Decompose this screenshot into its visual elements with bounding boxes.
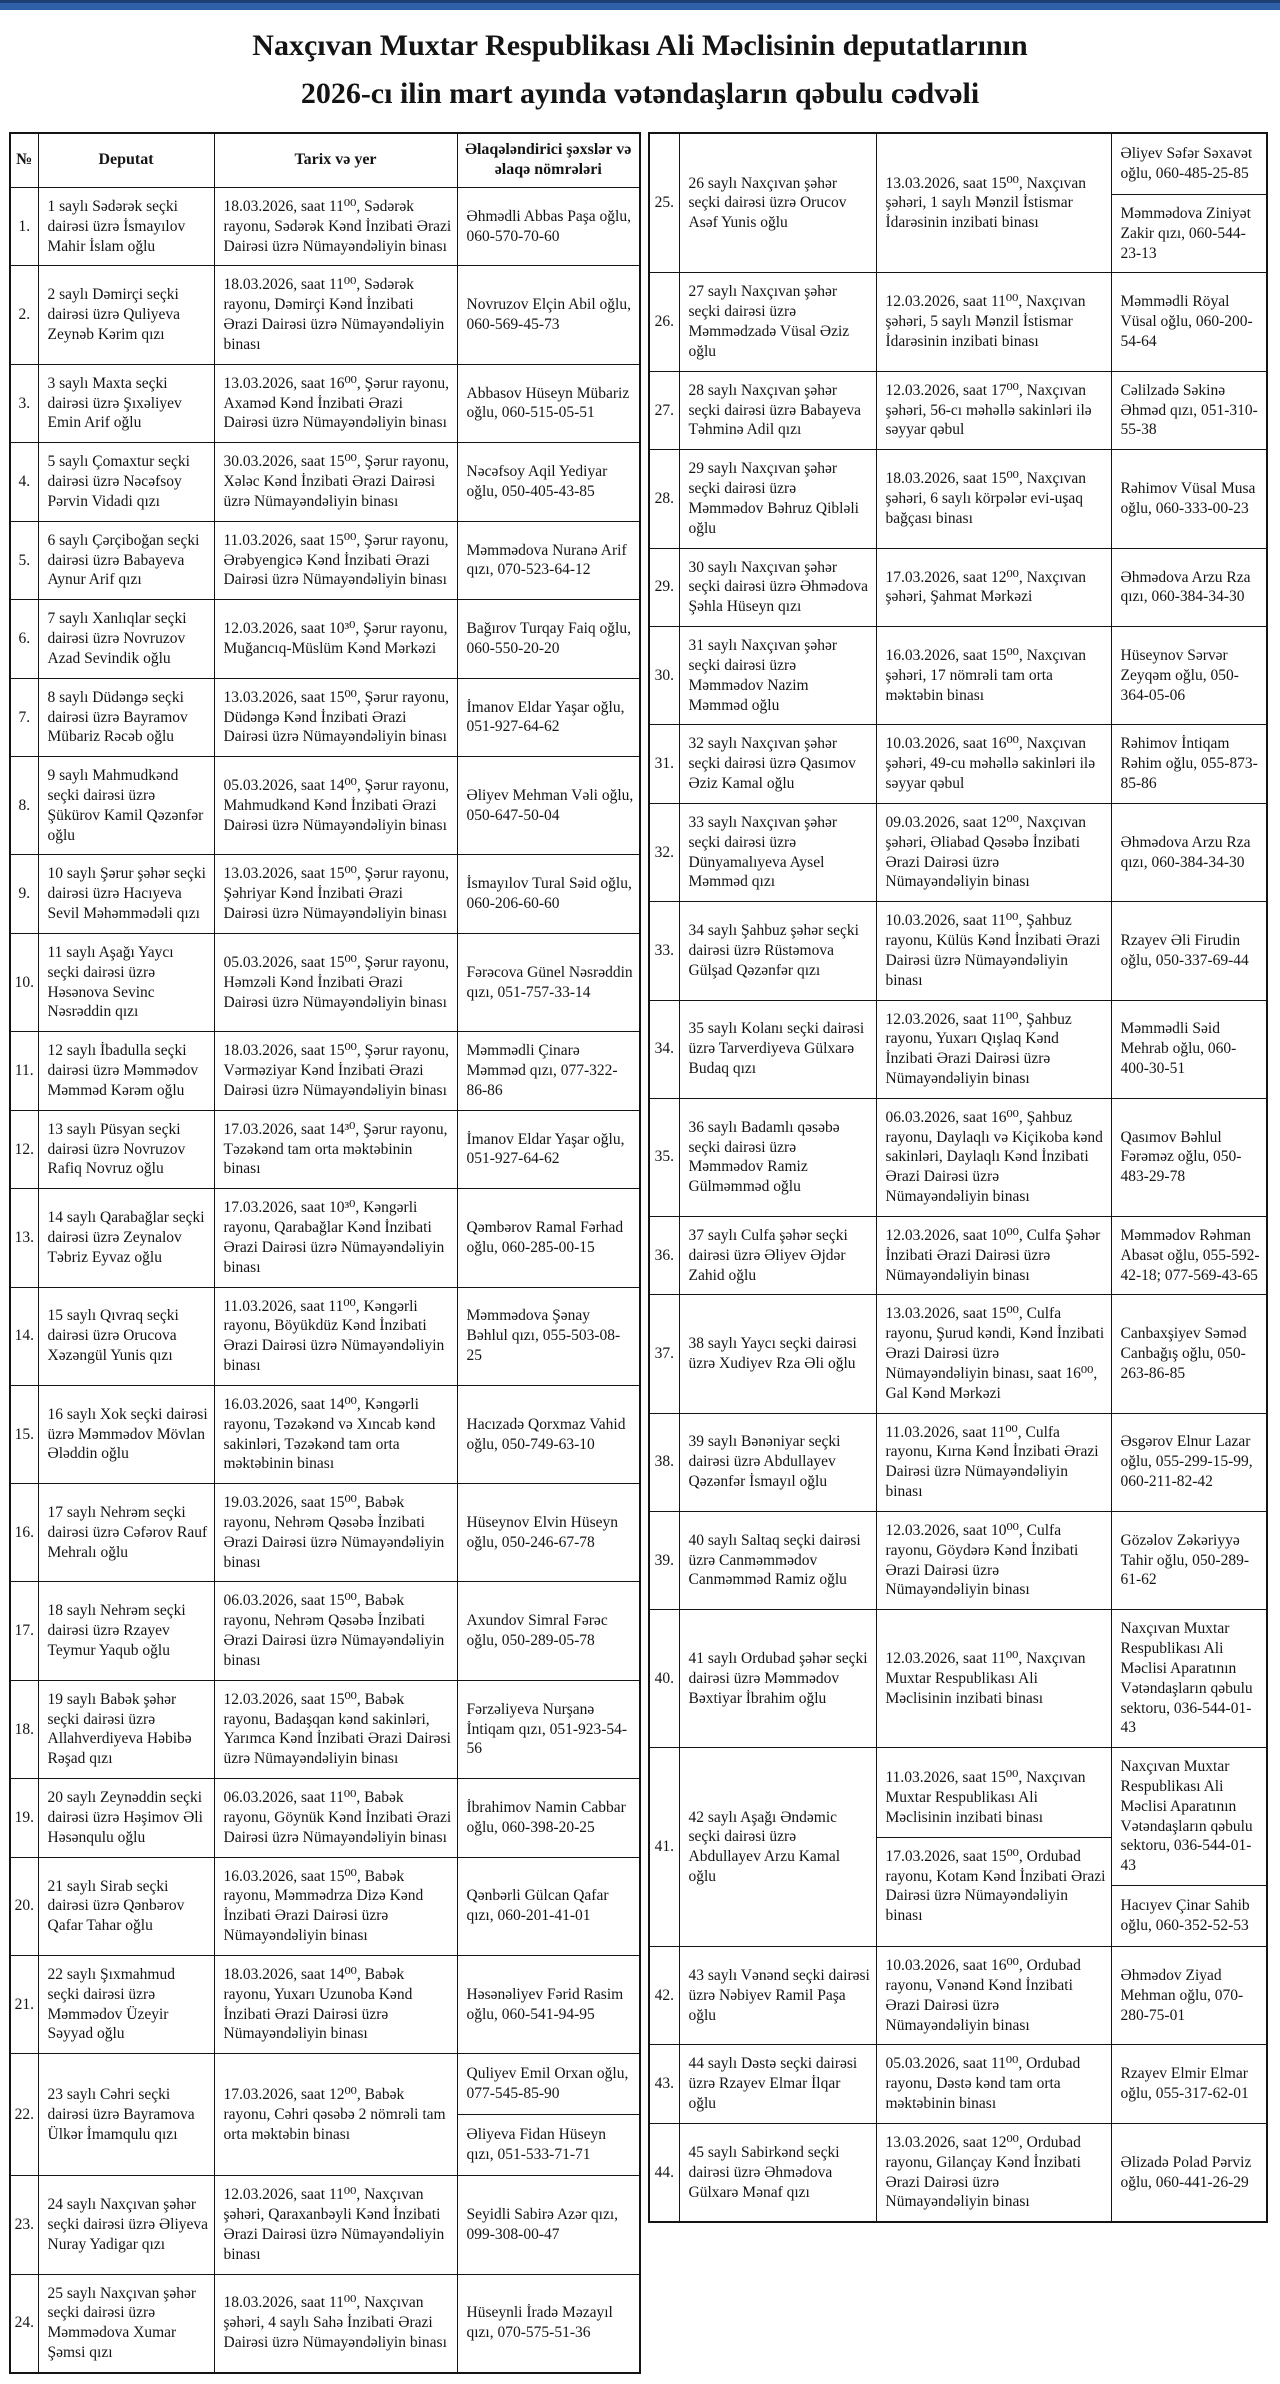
table-row [10,1110,640,1188]
row-number: 40. [649,1610,679,1748]
deputy-cell: 34 saylı Şahbuz şəhər seçki dairəsi üzrə Rüstəmova Gülşad Qəzənfər qızı [679,902,876,1000]
page-title-line-2: 2026-cı ilin mart ayında vətəndaşların qəbulu cədvəli [300,77,980,110]
date-place-cell: 16.03.2026, saat 15⁰⁰, Babək rayonu, Məmmədrza Dizə Kənd İnzibati Ərazi Dairəsi üzrə Nümayəndəliyin binası [214,1857,457,1955]
table-row [10,2274,640,2373]
row-number: 30. [649,627,679,725]
table-row [10,757,640,855]
deputy-cell: 21 saylı Sirab seçki dairəsi üzrə Qənbərov Qafar Tahar oğlu [38,1857,214,1955]
date-place-cell: 09.03.2026, saat 12⁰⁰, Naxçıvan şəhəri, Əliabad Qəsəbə İnzibati Ərazi Dairəsi üzrə Nümayəndəliyin binası [876,803,1111,901]
table-row [10,1680,640,1778]
deputy-cell: 7 saylı Xanlıqlar seçki dairəsi üzrə Novruzov Azad Sevindik oğlu [38,600,214,678]
table-row [10,1032,640,1110]
page-title-line-1: Naxçıvan Muxtar Respublikası Ali Məclisinin deputatlarının [252,29,1028,62]
table-row [10,678,640,756]
date-place-cell: 06.03.2026, saat 15⁰⁰, Babək rayonu, Nehrəm Qəsəbə İnzibati Ərazi Dairəsi üzrə Nümayəndəliyin binası [214,1582,457,1680]
table-row [10,1857,640,1955]
date-place-cell: 12.03.2026, saat 11⁰⁰, Naxçıvan şəhəri, Qaraxanbəyli Kənd İnzibati Ərazi Dairəsi üzrə Nümayəndəliyin binası [214,2176,457,2274]
contact-cell: Seyidli Sabirə Azər qızı, 099-308-00-47 [457,2176,640,2274]
date-place-cell: 19.03.2026, saat 15⁰⁰, Babək rayonu, Nehrəm Qəsəbə İnzibati Ərazi Dairəsi üzrə Nümayəndəliyin binası [214,1484,457,1582]
table-row [649,1748,1267,1947]
table-row [649,371,1267,449]
deputy-cell: 24 saylı Naxçıvan şəhər seçki dairəsi üzrə Əliyeva Nuray Yadigar qızı [38,2176,214,2274]
row-number: 19. [10,1779,38,1857]
date-place-cell: 17.03.2026, saat 14³⁰, Şərur rayonu, Təzəkənd tam orta məktəbinin binası [214,1110,457,1188]
table-row [10,1287,640,1385]
row-number: 33. [649,902,679,1000]
row-number: 36. [649,1216,679,1294]
row-number: 34. [649,1000,679,1098]
contact-cell: Əliyev Mehman Vəli oğlu, 050-647-50-04 [457,757,640,855]
row-number: 38. [649,1413,679,1511]
row-number: 27. [649,371,679,449]
contact-cell: Əhmədova Arzu Rza qızı, 060-384-34-30 [1111,803,1267,901]
row-number: 8. [10,757,38,855]
deputy-cell: 19 saylı Babək şəhər seçki dairəsi üzrə Allahverdiyeva Həbibə Rəşad qızı [38,1680,214,1778]
date-place-cell-text: 11.03.2026, saat 15⁰⁰, Naxçıvan Muxtar Respublikası Ali Məclisinin inzibati binası [885,1769,1086,1826]
date-place-cell: 12.03.2026, saat 10³⁰, Şərur rayonu, Muğancıq-Müslüm Kənd Mərkəzi [214,600,457,678]
contact-cell: Əhmədli Abbas Paşa oğlu, 060-570-70-60 [457,187,640,265]
deputy-cell: 29 saylı Naxçıvan şəhər seçki dairəsi üzrə Məmmədov Bəhruz Qibləli oğlu [679,450,876,548]
date-place-cell: 12.03.2026, saat 17⁰⁰, Naxçıvan şəhəri, 56-cı məhəllə sakinləri ilə səyyar qəbul [876,371,1111,449]
deputy-cell: 20 saylı Zeynəddin seçki dairəsi üzrə Həşimov Əli Həsənqulu oğlu [38,1779,214,1857]
row-number: 21. [10,1955,38,2053]
contact-cell: Əhmədova Arzu Rza qızı, 060-384-34-30 [1111,548,1267,626]
deputy-cell: 33 saylı Naxçıvan şəhər seçki dairəsi üzrə Dünyamalıyeva Aysel Məmməd qızı [679,803,876,901]
table-row [649,803,1267,901]
contact-cell: Məmmədli Röyal Vüsal oğlu, 060-200-54-64 [1111,273,1267,371]
contact-cell: Hüseynli İradə Məzayıl qızı, 070-575-51-36 [457,2274,640,2373]
contact-cell: Məmmədli Çinarə Məmməd qızı, 077-322-86-86 [457,1032,640,1110]
date-place-cell: 06.03.2026, saat 11⁰⁰, Babək rayonu, Göynük Kənd İnzibati Ərazi Dairəsi üzrə Nümayəndəliyin binası [214,1779,457,1857]
table-row [649,450,1267,548]
contact-cell-text: Quliyev Emil Orxan oğlu, 077-545-85-90 [466,2065,629,2103]
contact-cell: Fərəcova Günel Nəsrəddin qızı, 051-757-33-14 [457,933,640,1031]
row-number: 4. [10,443,38,521]
date-place-cell: 12.03.2026, saat 11⁰⁰, Naxçıvan şəhəri, 5 saylı Mənzil İstismar İdarəsinin inzibati binası [876,273,1111,371]
contact-cell-entry [1112,134,1267,194]
date-place-cell: 13.03.2026, saat 15⁰⁰, Şərur rayonu, Düdəngə Kənd İnzibati Ərazi Dairəsi üzrə Nümayəndəliyin binası [214,678,457,756]
contact-cell: Canbaxşiyev Səməd Canbağış oğlu, 050-263-86-85 [1111,1295,1267,1413]
date-place-cell: 12.03.2026, saat 11⁰⁰, Şahbuz rayonu, Yuxarı Qışlaq Kənd İnzibati Ərazi Dairəsi üzrə Nümayəndəliyin binası [876,1000,1111,1098]
table-row [10,2176,640,2274]
contact-cell: Rəhimov Vüsal Musa oğlu, 060-333-00-23 [1111,450,1267,548]
date-place-cell: 13.03.2026, saat 12⁰⁰, Ordubad rayonu, Gilançay Kənd İnzibati Ərazi Dairəsi üzrə Nümayəndəliyin binası [876,2123,1111,2222]
contact-cell: İmanov Eldar Yaşar oğlu, 051-927-64-62 [457,678,640,756]
table-row [649,1216,1267,1294]
deputy-cell: 11 saylı Aşağı Yaycı seçki dairəsi üzrə Həsənova Sevinc Nəsrəddin qızı [38,933,214,1031]
date-place-cell: 13.03.2026, saat 16⁰⁰, Şərur rayonu, Axaməd Kənd İnzibati Ərazi Dairəsi üzrə Nümayəndəliyin binası [214,364,457,442]
contact-cell: Fərzəliyeva Nurşanə İntiqam qızı, 051-923-54-56 [457,1680,640,1778]
table-row [649,1098,1267,1216]
table-row [649,1000,1267,1098]
row-number: 39. [649,1511,679,1609]
row-number: 44. [649,2123,679,2222]
contact-cell: Hüseynov Sərvər Zeyqəm oğlu, 050-364-05-06 [1111,627,1267,725]
contact-cell: Əsgərov Elnur Lazar oğlu, 055-299-15-99, 060-211-82-42 [1111,1413,1267,1511]
row-number: 5. [10,521,38,599]
contact-cell-entry [1112,194,1267,272]
contact-cell-text: Hacıyev Çinar Sahib oğlu, 060-352-52-53 [1120,1897,1250,1935]
contact-cell: Nəcəfsoy Aqil Yediyar oğlu, 050-405-43-85 [457,443,640,521]
contact-cell: İbrahimov Namin Cabbar oğlu, 060-398-20-25 [457,1779,640,1857]
contact-cell: Qasımov Bəhlul Fərəməz oğlu, 050-483-29-78 [1111,1098,1267,1216]
contact-cell: Rəhimov İntiqam Rəhim oğlu, 055-873-85-86 [1111,725,1267,803]
date-place-cell: 12.03.2026, saat 11⁰⁰, Naxçıvan Muxtar Respublikası Ali Məclisinin inzibati binası [876,1610,1111,1748]
date-place-cell [876,1748,1111,1947]
date-place-cell: 18.03.2026, saat 14⁰⁰, Babək rayonu, Yuxarı Uzunoba Kənd İnzibati Ərazi Dairəsi üzrə Nümayəndəliyin binası [214,1955,457,2053]
contact-cell: Axundov Simral Fərəc oğlu, 050-289-05-78 [457,1582,640,1680]
contact-cell: Qənbərli Gülcan Qafar qızı, 060-201-41-01 [457,1857,640,1955]
page-title [40,22,1240,118]
table-row [649,1511,1267,1609]
table-row [10,1582,640,1680]
table-row [649,1295,1267,1413]
row-number: 26. [649,273,679,371]
contact-cell [457,2054,640,2176]
date-place-cell: 18.03.2026, saat 11⁰⁰, Naxçıvan şəhəri, 4 saylı Sahə İnzibati Ərazi Dairəsi üzrə Nümayəndəliyin binası [214,2274,457,2373]
table-row [649,1413,1267,1511]
row-number: 6. [10,600,38,678]
table-row [649,273,1267,371]
contact-cell: Məmmədova Şənay Bəhlul qızı, 055-503-08-25 [457,1287,640,1385]
table-row [649,548,1267,626]
row-number: 29. [649,548,679,626]
date-place-cell: 13.03.2026, saat 15⁰⁰, Naxçıvan şəhəri, 1 saylı Mənzil İstismar İdarəsinin inzibati binası [876,133,1111,273]
date-place-cell: 18.03.2026, saat 11⁰⁰, Sədərək rayonu, Dəmirçi Kənd İnzibati Ərazi Dairəsi üzrə Nümayəndəliyin binası [214,266,457,364]
date-place-cell: 13.03.2026, saat 15⁰⁰, Culfa rayonu, Şurud kəndi, Kənd İnzibati Ərazi Dairəsi üzrə Nümayəndəliyin binası, saat 16⁰⁰, Gal Kənd Mərkəzi [876,1295,1111,1413]
row-number: 10. [10,933,38,1031]
contact-cell-entry [1112,1885,1267,1946]
date-place-cell: 18.03.2026, saat 11⁰⁰, Sədərək rayonu, Sədərək Kənd İnzibati Ərazi Dairəsi üzrə Nümayəndəliyin binası [214,187,457,265]
row-number: 23. [10,2176,38,2274]
deputy-cell: 32 saylı Naxçıvan şəhər seçki dairəsi üzrə Qasımov Əziz Kamal oğlu [679,725,876,803]
date-place-cell: 06.03.2026, saat 16⁰⁰, Şahbuz rayonu, Daylaqlı və Kiçikoba kənd sakinləri, Daylaqlı Kənd İnzibati Ərazi Dairəsi üzrə Nümayəndəliyin binası [876,1098,1111,1216]
contact-cell: İsmayılov Tural Səid oğlu, 060-206-60-60 [457,855,640,933]
deputy-cell: 42 saylı Aşağı Əndəmic seçki dairəsi üzrə Abdullayev Arzu Kamal oğlu [679,1748,876,1947]
deputy-cell: 16 saylı Xok seçki dairəsi üzrə Məmmədov Mövlan Ələddin oğlu [38,1385,214,1483]
row-number: 3. [10,364,38,442]
deputy-cell: 5 saylı Çomaxtur seçki dairəsi üzrə Nəcəfsoy Pərvin Vidadi qızı [38,443,214,521]
date-place-cell: 11.03.2026, saat 11⁰⁰, Culfa rayonu, Kırna Kənd İnzibati Ərazi Dairəsi üzrə Nümayəndəliyin binası [876,1413,1111,1511]
table-row [10,187,640,265]
contact-cell-entry [458,2054,640,2114]
contact-cell-entry [458,2114,640,2175]
deputy-cell: 14 saylı Qarabağlar seçki dairəsi üzrə Zeynalov Təbriz Eyvaz oğlu [38,1189,214,1287]
date-place-cell: 18.03.2026, saat 15⁰⁰, Şərur rayonu, Vərməziyar Kənd İnzibati Ərazi Dairəsi üzrə Nümayəndəliyin binası [214,1032,457,1110]
contact-cell: İmanov Eldar Yaşar oğlu, 051-927-64-62 [457,1110,640,1188]
contact-cell: Əhmədov Ziyad Mehman oğlu, 070-280-75-01 [1111,1947,1267,2045]
deputy-cell: 9 saylı Mahmudkənd seçki dairəsi üzrə Şükürov Kamil Qəzənfər oğlu [38,757,214,855]
contact-cell: Gözəlov Zəkəriyyə Tahir oğlu, 050-289-61-62 [1111,1511,1267,1609]
table-row [10,1779,640,1857]
row-number: 13. [10,1189,38,1287]
date-place-cell: 10.03.2026, saat 11⁰⁰, Şahbuz rayonu, Külüs Kənd İnzibati Ərazi Dairəsi üzrə Nümayəndəliyin binası [876,902,1111,1000]
contact-cell-entry [1112,1748,1267,1885]
tables-container [0,132,1280,2384]
table-row [649,133,1267,273]
row-number: 7. [10,678,38,756]
row-number: 2. [10,266,38,364]
date-place-cell: 30.03.2026, saat 15⁰⁰, Şərur rayonu, Xələc Kənd İnzibati Ərazi Dairəsi üzrə Nümayəndəliyin binası [214,443,457,521]
date-place-cell: 16.03.2026, saat 14⁰⁰, Kəngərli rayonu, Təzəkənd və Xıncab kənd sakinləri, Təzəkənd tam orta məktəbinin binası [214,1385,457,1483]
row-number: 37. [649,1295,679,1413]
date-place-cell: 11.03.2026, saat 11⁰⁰, Kəngərli rayonu, Böyükdüz Kənd İnzibati Ərazi Dairəsi üzrə Nümayəndəliyin binası [214,1287,457,1385]
deputy-cell: 37 saylı Culfa şəhər seçki dairəsi üzrə Əliyev Əjdər Zahid oğlu [679,1216,876,1294]
date-place-cell: 10.03.2026, saat 16⁰⁰, Naxçıvan şəhəri, 49-cu məhəllə sakinləri ilə səyyar qəbul [876,725,1111,803]
deputy-cell: 23 saylı Cəhri seçki dairəsi üzrə Bayramova Ülkər İmamqulu qızı [38,2054,214,2176]
deputy-cell: 12 saylı İbadulla seçki dairəsi üzrə Məmmədov Məmməd Kərəm oğlu [38,1032,214,1110]
deputy-cell: 17 saylı Nehrəm seçki dairəsi üzrə Cəfərov Rauf Mehralı oğlu [38,1484,214,1582]
row-number: 28. [649,450,679,548]
table-row [10,521,640,599]
date-place-cell: 05.03.2026, saat 14⁰⁰, Şərur rayonu, Mahmudkənd Kənd İnzibati Ərazi Dairəsi üzrə Nümayəndəliyin binası [214,757,457,855]
date-place-cell: 10.03.2026, saat 16⁰⁰, Ordubad rayonu, Vənənd Kənd İnzibati Ərazi Dairəsi üzrə Nümayəndəliyin binası [876,1947,1111,2045]
row-number: 1. [10,187,38,265]
date-place-cell: 17.03.2026, saat 12⁰⁰, Babək rayonu, Cəhri qəsəbə 2 nömrəli tam orta məktəbin binası [214,2054,457,2176]
table-row [10,2054,640,2176]
deputy-cell: 26 saylı Naxçıvan şəhər seçki dairəsi üzrə Orucov Asəf Yunis oğlu [679,133,876,273]
date-place-cell: 12.03.2026, saat 10⁰⁰, Culfa Şəhər İnzibati Ərazi Dairəsi üzrə Nümayəndəliyin binası [876,1216,1111,1294]
table-row [649,627,1267,725]
contact-cell: Həsənəliyev Fərid Rasim oğlu, 060-541-94-95 [457,1955,640,2053]
contact-cell-text: Məmmədova Ziniyət Zakir qızı, 060-544-23-13 [1120,205,1251,262]
table-row [10,266,640,364]
deputy-cell: 45 saylı Sabirkənd seçki dairəsi üzrə Əhmədova Gülxarə Mənaf qızı [679,2123,876,2222]
deputy-cell: 18 saylı Nehrəm seçki dairəsi üzrə Rzayev Teymur Yaqub oğlu [38,1582,214,1680]
table-row [10,1484,640,1582]
deputy-cell: 2 saylı Dəmirçi seçki dairəsi üzrə Quliyeva Zeynəb Kərim qızı [38,266,214,364]
row-number: 20. [10,1857,38,1955]
deputy-cell: 25 saylı Naxçıvan şəhər seçki dairəsi üzrə Məmmədova Xumar Şəmsi qızı [38,2274,214,2373]
date-place-cell: 12.03.2026, saat 15⁰⁰, Babək rayonu, Badaşqan kənd sakinləri, Yarımca Kənd İnzibati Ərazi Dairəsi üzrə Nümayəndəliyin binası [214,1680,457,1778]
table-row [10,1385,640,1483]
row-number: 18. [10,1680,38,1778]
contact-cell-text: Əliyeva Fidan Hüseyn qızı, 051-533-71-71 [466,2126,606,2164]
table-row [10,855,640,933]
col-header-number: № [10,133,38,187]
contact-cell: Hüseynov Elvin Hüseyn oğlu, 050-246-67-78 [457,1484,640,1582]
date-place-cell: 16.03.2026, saat 15⁰⁰, Naxçıvan şəhəri, 17 nömrəli tam orta məktəbin binası [876,627,1111,725]
table-row [10,600,640,678]
deputy-cell: 40 saylı Saltaq seçki dairəsi üzrə Canməmmədov Canməmməd Ramiz oğlu [679,1511,876,1609]
deputy-cell: 30 saylı Naxçıvan şəhər seçki dairəsi üzrə Əhmədova Şəhla Hüseyn qızı [679,548,876,626]
row-number: 43. [649,2045,679,2123]
table-row [649,1947,1267,2045]
col-header-deputy: Deputat [38,133,214,187]
contact-cell: Rzayev Əli Firudin oğlu, 050-337-69-44 [1111,902,1267,1000]
contact-cell: Məmmədli Səid Mehrab oğlu, 060-400-30-51 [1111,1000,1267,1098]
contact-cell: Cəlilzadə Səkinə Əhməd qızı, 051-310-55-38 [1111,371,1267,449]
deputy-cell: 3 saylı Maxta seçki dairəsi üzrə Şıxəliyev Emin Arif oğlu [38,364,214,442]
table-row [10,443,640,521]
deputy-cell: 10 saylı Şərur şəhər seçki dairəsi üzrə Hacıyeva Sevil Məhəmmədəli qızı [38,855,214,933]
row-number: 12. [10,1110,38,1188]
contact-cell: Bağırov Turqay Faiq oğlu, 060-550-20-20 [457,600,640,678]
contact-cell: Məmmədov Rəhman Abasət oğlu, 055-592-42-18; 077-569-43-65 [1111,1216,1267,1294]
deputy-cell: 36 saylı Badamlı qəsəbə seçki dairəsi üzrə Məmmədov Ramiz Gülməmməd oğlu [679,1098,876,1216]
table-row [10,1955,640,2053]
deputy-cell: 22 saylı Şıxmahmud seçki dairəsi üzrə Məmmədov Üzeyir Səyyad oğlu [38,1955,214,2053]
row-number: 14. [10,1287,38,1385]
contact-cell: Qəmbərov Ramal Fərhad oğlu, 060-285-00-15 [457,1189,640,1287]
row-number: 35. [649,1098,679,1216]
deputy-cell: 35 saylı Kolanı seçki dairəsi üzrə Tarverdiyeva Gülxarə Budaq qızı [679,1000,876,1098]
date-place-cell: 05.03.2026, saat 15⁰⁰, Şərur rayonu, Həmzəli Kənd İnzibati Ərazi Dairəsi üzrə Nümayəndəliyin binası [214,933,457,1031]
contact-cell-text: Naxçıvan Muxtar Respublikası Ali Məclisi Aparatının Vətəndaşların qəbulu sektoru, 036-544-01-43 [1120,1758,1253,1875]
schedule-table-right [648,132,1268,2223]
deputy-cell: 39 saylı Bənəniyar seçki dairəsi üzrə Abdullayev Qəzənfər İsmayıl oğlu [679,1413,876,1511]
date-place-cell: 11.03.2026, saat 15⁰⁰, Şərur rayonu, Ərəbyengicə Kənd İnzibati Ərazi Dairəsi üzrə Nümayəndəliyin binası [214,521,457,599]
date-place-cell-entry [877,1837,1111,1935]
row-number: 42. [649,1947,679,2045]
deputy-cell: 43 saylı Vənənd seçki dairəsi üzrə Nəbiyev Ramil Paşa oğlu [679,1947,876,2045]
date-place-cell: 13.03.2026, saat 15⁰⁰, Şərur rayonu, Şəhriyar Kənd İnzibati Ərazi Dairəsi üzrə Nümayəndəliyin binası [214,855,457,933]
row-number: 9. [10,855,38,933]
col-header-date-place: Tarix və yer [214,133,457,187]
deputy-cell: 8 saylı Düdəngə seçki dairəsi üzrə Bayramov Mübariz Rəcəb oğlu [38,678,214,756]
table-row [649,2123,1267,2222]
deputy-cell: 38 saylı Yaycı seçki dairəsi üzrə Xudiyev Rza Əli oğlu [679,1295,876,1413]
contact-cell-text: Əliyev Səfər Səxavət oğlu, 060-485-25-85 [1120,145,1253,182]
deputy-cell: 31 saylı Naxçıvan şəhər seçki dairəsi üzrə Məmmədov Nazim Məmməd oğlu [679,627,876,725]
row-number: 25. [649,133,679,273]
row-number: 22. [10,2054,38,2176]
deputy-cell: 15 saylı Qıvraq seçki dairəsi üzrə Orucova Xəzəngül Yunis qızı [38,1287,214,1385]
contact-cell: Məmmədova Nuranə Arif qızı, 070-523-64-12 [457,521,640,599]
deputy-cell: 27 saylı Naxçıvan şəhər seçki dairəsi üzrə Məmmədzadə Vüsal Əziz oğlu [679,273,876,371]
contact-cell [1111,133,1267,273]
row-number: 32. [649,803,679,901]
date-place-cell: 17.03.2026, saat 12⁰⁰, Naxçıvan şəhəri, Şahmat Mərkəzi [876,548,1111,626]
date-place-cell-text: 17.03.2026, saat 15⁰⁰, Ordubad rayonu, Kotam Kənd İnzibati Ərazi Dairəsi üzrə Nümayəndəliyin binası [885,1847,1106,1925]
deputy-cell: 6 saylı Çərçiboğan seçki dairəsi üzrə Babayeva Aynur Arif qızı [38,521,214,599]
deputy-cell: 28 saylı Naxçıvan şəhər seçki dairəsi üzrə Babayeva Təhminə Adil qızı [679,371,876,449]
table-row [649,725,1267,803]
contact-cell: Abbasov Hüseyn Mübariz oğlu, 060-515-05-51 [457,364,640,442]
date-place-cell: 18.03.2026, saat 15⁰⁰, Naxçıvan şəhəri, 6 saylı körpələr evi-uşaq bağçası binası [876,450,1111,548]
deputy-cell: 41 saylı Ordubad şəhər seçki dairəsi üzrə Məmmədov Bəxtiyar İbrahim oğlu [679,1610,876,1748]
row-number: 17. [10,1582,38,1680]
contact-cell [1111,1748,1267,1947]
row-number: 11. [10,1032,38,1110]
schedule-table-left [9,132,641,2374]
table-row [10,364,640,442]
date-place-cell: 12.03.2026, saat 10⁰⁰, Culfa rayonu, Göydərə Kənd İnzibati Ərazi Dairəsi üzrə Nümayəndəliyin binası [876,1511,1111,1609]
row-number: 15. [10,1385,38,1483]
table-row [649,2045,1267,2123]
table-row [10,933,640,1031]
row-number: 16. [10,1484,38,1582]
top-accent-bar [0,0,1280,10]
table-row [649,902,1267,1000]
date-place-cell: 17.03.2026, saat 10³⁰, Kəngərli rayonu, Qarabağlar Kənd İnzibati Ərazi Dairəsi üzrə Nümayəndəliyin binası [214,1189,457,1287]
table-row [649,1610,1267,1748]
contact-cell: Hacızadə Qorxmaz Vahid oğlu, 050-749-63-10 [457,1385,640,1483]
row-number: 24. [10,2274,38,2373]
col-header-contacts: Əlaqələndirici şəxslər və əlaqə nömrələri [457,133,640,187]
deputy-cell: 44 saylı Dəstə seçki dairəsi üzrə Rzayev Elmar İlqar oğlu [679,2045,876,2123]
date-place-cell: 05.03.2026, saat 11⁰⁰, Ordubad rayonu, Dəstə kənd tam orta məktəbinin binası [876,2045,1111,2123]
deputy-cell: 13 saylı Püsyan seçki dairəsi üzrə Novruzov Rafiq Novruz oğlu [38,1110,214,1188]
contact-cell: Naxçıvan Muxtar Respublikası Ali Məclisi Aparatının Vətəndaşların qəbulu sektoru, 036-544-01-43 [1111,1610,1267,1748]
table-row [10,1189,640,1287]
contact-cell: Rzayev Elmir Elmar oğlu, 055-317-62-01 [1111,2045,1267,2123]
contact-cell: Novruzov Elçin Abil oğlu, 060-569-45-73 [457,266,640,364]
row-number: 31. [649,725,679,803]
row-number: 41. [649,1748,679,1947]
header-row [10,133,640,187]
contact-cell: Əlizadə Polad Pərviz oğlu, 060-441-26-29 [1111,2123,1267,2222]
date-place-cell-entry [877,1759,1111,1836]
deputy-cell: 1 saylı Sədərək seçki dairəsi üzrə İsmayılov Mahir İslam oğlu [38,187,214,265]
